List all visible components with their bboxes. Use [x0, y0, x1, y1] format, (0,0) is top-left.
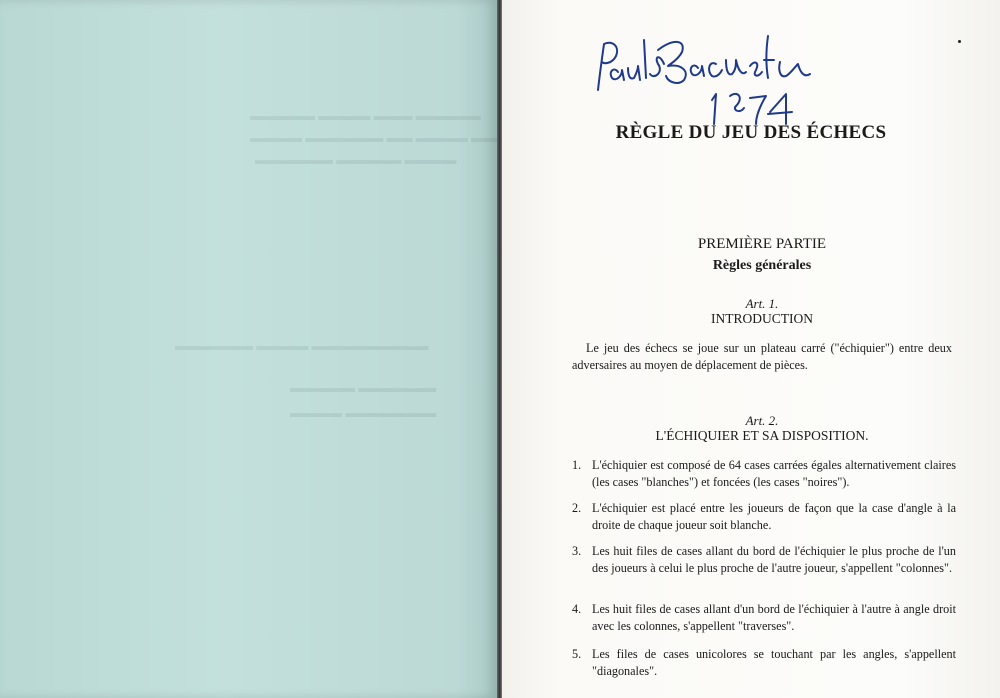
list-item-number: 3. — [572, 544, 582, 558]
part-subtitle: Règles générales — [712, 258, 812, 273]
right-page — [502, 0, 1000, 698]
handwritten-signature — [594, 20, 834, 130]
article-2-number: Art. 2. — [745, 413, 779, 428]
article-2-heading: L'ÉCHIQUIER ET SA DISPOSITION. — [655, 428, 869, 443]
article-1-number: Art. 1. — [745, 296, 779, 311]
list-item — [572, 646, 956, 680]
list-item — [572, 601, 956, 635]
list-item-text: Les huit files de cases allant d'un bord de l'échiquier à l'autre à angle droit avec les colonnes, s'appellent "traverses". — [592, 602, 956, 633]
signature-name — [502, 0, 503, 1]
list-item — [572, 500, 956, 534]
signature-year — [502, 0, 503, 1]
list-item-text: L'échiquier est composé de 64 cases carrées égales alternativement claires (les cases "blanches") et foncées (les cases "noires"). — [592, 458, 956, 489]
list-item-text: L'échiquier est placé entre les joueurs de façon que la case d'angle à la droite de chaque joueur soit blanche. — [592, 501, 956, 532]
list-item-number: 1. — [572, 458, 582, 472]
ink-speck — [958, 40, 961, 43]
list-item-number: 5. — [572, 647, 582, 661]
article-1-paragraph: Le jeu des échecs se joue sur un plateau carré ("échiquier") entre deux adversaires au moyen de déplacement de pièces. — [572, 341, 952, 372]
article-1-heading: INTRODUCTION — [711, 311, 813, 326]
part-title: PREMIÈRE PARTIE — [697, 236, 827, 252]
list-item-text: Les files de cases unicolores se touchant par les angles, s'appellent "diagonales". — [592, 647, 956, 678]
list-item — [572, 457, 956, 491]
list-item-number: 2. — [572, 501, 582, 515]
list-item-number: 4. — [572, 602, 582, 616]
document-title: RÈGLE DU JEU DES ÉCHECS — [615, 122, 887, 143]
list-item — [572, 543, 956, 577]
left-page-blank: ▬▬▬▬▬ ▬▬▬▬ ▬▬▬ ▬▬▬▬▬ ▬▬▬▬ ▬▬▬▬▬▬ ▬▬ ▬▬▬▬ ▬▬ ▬▬▬▬▬▬ ▬▬▬▬▬ ▬▬▬▬ ▬▬▬▬▬▬ ▬▬▬▬ ▬▬▬▬▬▬▬▬▬ ▬▬▬▬▬ ▬▬▬▬▬▬ ▬▬▬▬ ▬▬▬▬▬▬▬ — [0, 0, 497, 698]
list-item-text: Les huit files de cases allant du bord de l'échiquier le plus proche de l'un des joueurs à celui le plus proche de l'autre joueur, s'appellent "colonnes". — [592, 544, 956, 575]
